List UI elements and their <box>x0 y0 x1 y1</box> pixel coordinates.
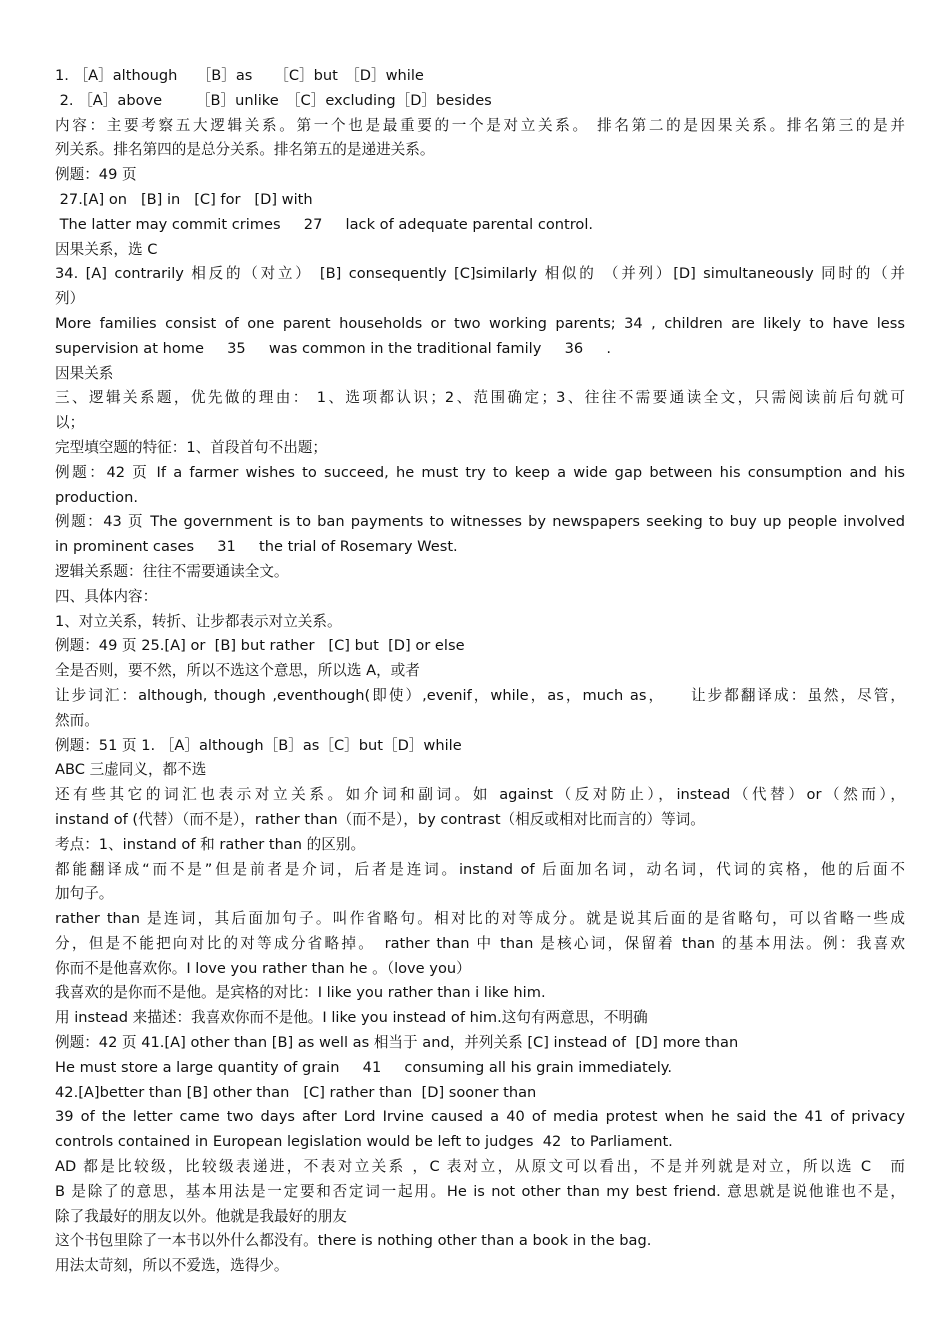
text-line: production. <box>55 488 139 506</box>
text-line: in prominent cases 31 the trial of Rosemary West. <box>55 538 458 556</box>
example-sentence: The latter may commit crimes 27 lack of adequate parental control. <box>55 215 594 233</box>
text-line: 用法太苛刻，所以不爱选，选得少。 <box>55 1257 289 1275</box>
answer-note: 全是否则，要不然，所以不选这个意思，所以选 A，或者 <box>55 662 420 680</box>
question-25-options: 例题：49 页 25.[A] or [B] but rather [C] but [D] or else <box>55 637 465 655</box>
text-line: 以； <box>55 414 85 432</box>
text-line: 用 instead 来描述：我喜欢你而不是他。I like you instead of him.这句有两意思，不明确 <box>55 1009 648 1027</box>
text-line: 内容：主要考察五大逻辑关系。第一个也是最重要的一个是对立关系。 排名第二的是因果关系。排名第三的是并 <box>55 116 905 134</box>
key-point: 考点：1、instand of 和 rather than 的区别。 <box>55 835 366 853</box>
example-sentence: More families consist of one parent households or two working parents; 34 , children are likely to have less <box>55 314 905 332</box>
document-page <box>55 64 905 1279</box>
text-line: 我喜欢的是你而不是他。是宾格的对比：I like you rather than i like him. <box>55 984 546 1002</box>
text-line: 都能翻译成“而不是”但是前者是介词，后者是连词。instand of 后面加名词，动名词，代词的宾格，他的后面不 <box>55 860 905 878</box>
question-41-options: 例题：42 页 41.[A] other than [B] as well as 相当于 and，并列关系 [C] instead of [D] more than <box>55 1034 739 1052</box>
example-label: 例题：49 页 <box>55 166 137 184</box>
example-sentence: He must store a large quantity of grain 41 consuming all his grain immediately. <box>55 1058 672 1076</box>
text-line: instand of (代替）（而不是），rather than（而不是），by contrast（相反或相对比而言的）等词。 <box>55 810 705 828</box>
text-line: B 是除了的意思，基本用法是一定要和否定词一起用。He is not other than my best friend. 意思就是说他谁也不是， <box>55 1182 905 1200</box>
text-line: 还有些其它的词汇也表示对立关系。如介词和副词。如 against（反对防止），instead（代替）or（然而）， <box>55 786 905 804</box>
text-line: 分，但是不能把向对比的对等成分省略掉。 rather than 中 than 是核心词，保留着 than 的基本用法。例：我喜欢 <box>55 934 905 952</box>
text-line: 1、对立关系，转折、让步都表示对立关系。 <box>55 612 342 630</box>
text-line: 让步词汇：although, though ,eventhough(即使）,evenif，while，as，much as， 让步都翻译成：虽然，尽管， <box>55 686 905 704</box>
question-2-options: 2. ［A］above ［B］unlike ［C］excluding［D］besides <box>55 91 492 109</box>
text-line: 除了我最好的朋友以外。他就是我最好的朋友 <box>55 1207 347 1225</box>
text-line: 加句子。 <box>55 885 114 903</box>
question-27-options: 27.[A] on [B] in [C] for [D] with <box>55 190 313 208</box>
question-1-example: 例题：51 页 1. ［A］although［B］as［C］but［D］while <box>55 736 462 754</box>
text-line: 列关系。排名第四的是总分关系。排名第五的是递进关系。 <box>55 141 435 159</box>
example-sentence: controls contained in European legislation would be left to judges 42 to Parliament. <box>55 1133 673 1151</box>
text-line: 然而。 <box>55 711 99 729</box>
example-sentence: 例题：42 页 If a farmer wishes to succeed, he must try to keep a wide gap between his consumption and his <box>55 463 905 481</box>
question-1-options: 1. ［A］although ［B］as ［C］but ［D］while <box>55 67 424 84</box>
text-line: 你而不是他喜欢你。I love you rather than he 。（love you） <box>55 959 471 977</box>
question-42-options: 42.[A]better than [B] other than [C] rather than [D] sooner than <box>55 1083 537 1101</box>
section-heading: 三、逻辑关系题，优先做的理由： 1、选项都认识；2、范围确定；3、往往不需要通读全文，只需阅读前后句就可 <box>55 389 905 407</box>
text-line: 列） <box>55 290 85 308</box>
example-sentence: 39 of the letter came two days after Lord Irvine caused a 40 of media protest when he said the 41 of privacy <box>55 1108 905 1126</box>
answer-note: 因果关系，选 C <box>55 240 158 258</box>
text-line: 逻辑关系题：往往不需要通读全文。 <box>55 562 289 580</box>
answer-note: ABC 三虚同义，都不选 <box>55 761 207 779</box>
text-line: AD 都是比较级，比较级表递进，不表对立关系 ，C 表对立，从原文可以看出，不是并列就是对立，所以选 C 而 <box>55 1158 905 1176</box>
text-line: rather than 是连词，其后面加句子。叫作省略句。相对比的对等成分。就是说其后面的是省略句，可以省略一些成 <box>55 910 905 928</box>
text-line: 这个书包里除了一本书以外什么都没有。there is nothing other than a book in the bag. <box>55 1232 652 1250</box>
answer-note: 因果关系 <box>55 364 114 382</box>
question-34-options: 34. [A] contrarily 相反的（对立） [B] consequently [C]similarly 相似的 （并列）[D] simultaneously 同时的（并 <box>55 265 905 283</box>
text-line: 完型填空题的特征：1、首段首句不出题； <box>55 438 327 456</box>
example-sentence: 例题：43 页 The government is to ban payments to witnesses by newspapers seeking to buy up people involved <box>55 513 905 531</box>
section-heading: 四、具体内容： <box>55 587 158 605</box>
example-sentence: supervision at home 35 was common in the traditional family 36 . <box>55 339 611 357</box>
